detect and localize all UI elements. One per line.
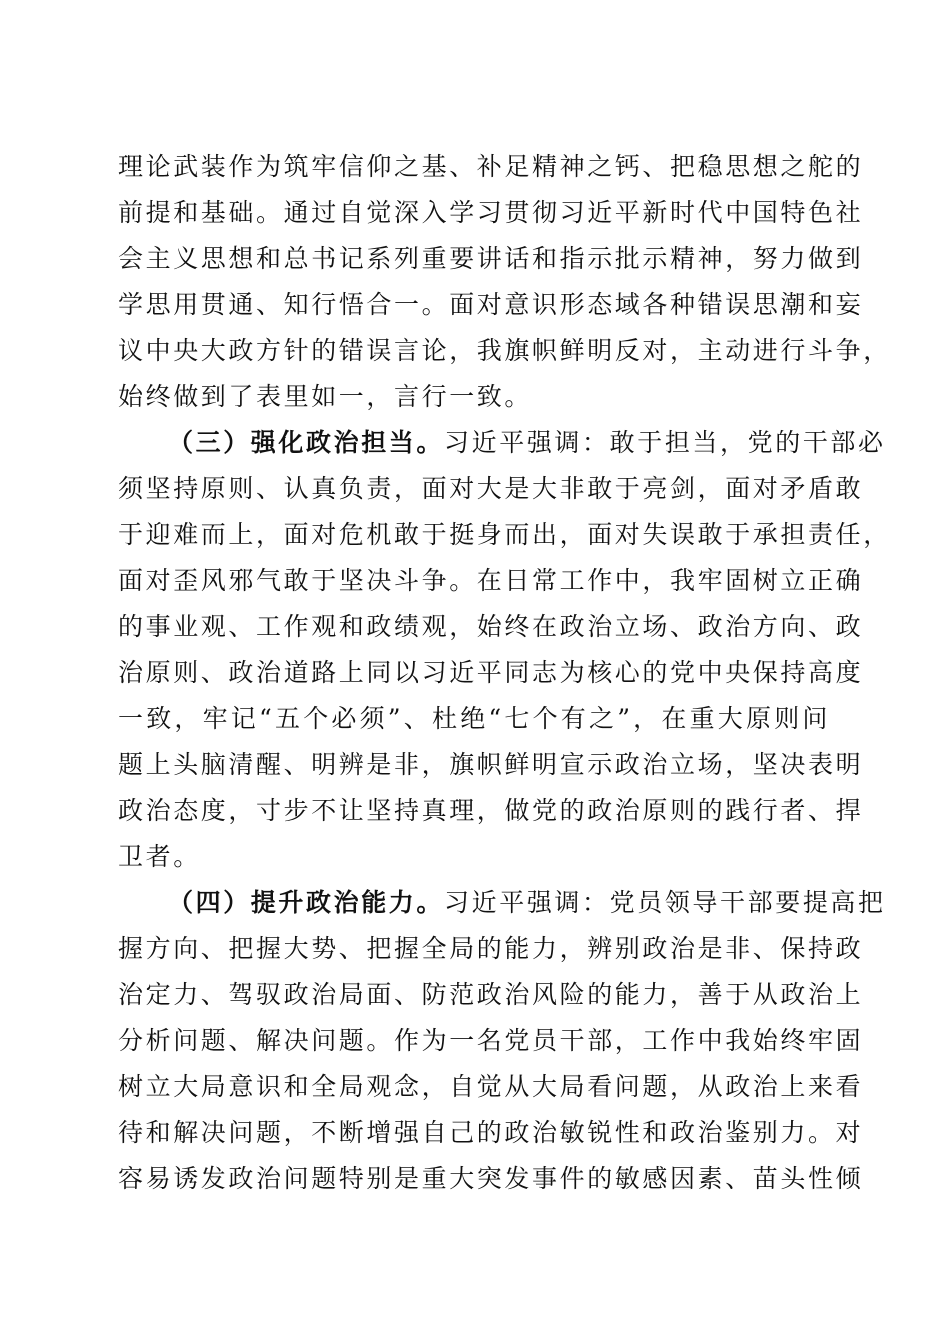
text-line: 政治态度，寸步不让坚持真理，做党的政治原则的践行者、捍 — [118, 796, 864, 825]
text-line: 题上头脑清醒、明辨是非，旗帜鲜明宣示政治立场，坚决表明 — [118, 750, 864, 779]
text-line: 理论武装作为筑牢信仰之基、补足精神之钙、把稳思想之舵的 — [118, 152, 864, 181]
text-line: 须坚持原则、认真负责，面对大是大非敢于亮剑，面对矛盾敢 — [118, 474, 864, 503]
text-line: 面对歪风邪气敢于坚决斗争。在日常工作中，我牢固树立正确 — [118, 566, 864, 595]
section-heading: （三）强化政治担当。 — [168, 428, 445, 457]
section-first-line — [118, 420, 886, 466]
text-line: 的事业观、工作观和政绩观，始终在政治立场、政治方向、政 — [118, 612, 864, 641]
text-line: 始终做到了表里如一，言行一致。 — [118, 382, 533, 411]
text-line: 容易诱发政治问题特别是重大突发事件的敏感因素、苗头性倾 — [118, 1164, 864, 1193]
section-first-line-text: 习近平强调：党员领导干部要提高把 — [444, 888, 886, 917]
text-line: 会主义思想和总书记系列重要讲话和指示批示精神，努力做到 — [118, 244, 864, 273]
text-line: 前提和基础。通过自觉深入学习贯彻习近平新时代中国特色社 — [118, 198, 864, 227]
text-line: 分析问题、解决问题。作为一名党员干部，工作中我始终牢固 — [118, 1026, 864, 1055]
text-line: 一致，牢记“五个必须”、杜绝“七个有之”，在重大原则问 — [118, 704, 830, 733]
section-first-line — [118, 880, 886, 926]
document-body — [118, 144, 891, 1202]
text-line: 卫者。 — [118, 842, 201, 871]
text-line: 治定力、驾驭政治局面、防范政治风险的能力，善于从政治上 — [118, 980, 864, 1009]
paragraph-continuation — [118, 144, 891, 420]
section-strengthen-political-responsibility — [118, 420, 891, 880]
text-line: 治原则、政治道路上同以习近平同志为核心的党中央保持高度 — [118, 658, 864, 687]
section-heading: （四）提升政治能力。 — [168, 888, 445, 917]
section-first-line-text: 习近平强调：敢于担当，党的干部必 — [444, 428, 886, 457]
text-line: 树立大局意识和全局观念，自觉从大局看问题，从政治上来看 — [118, 1072, 864, 1101]
text-line: 于迎难而上，面对危机敢于挺身而出，面对失误敢于承担责任， — [118, 520, 891, 549]
section-improve-political-ability — [118, 880, 886, 1202]
text-line: 待和解决问题，不断增强自己的政治敏锐性和政治鉴别力。对 — [118, 1118, 864, 1147]
text-line: 议中央大政方针的错误言论，我旗帜鲜明反对，主动进行斗争， — [118, 336, 891, 365]
text-line: 学思用贯通、知行悟合一。面对意识形态域各种错误思潮和妄 — [118, 290, 864, 319]
text-line: 握方向、把握大势、把握全局的能力，辨别政治是非、保持政 — [118, 934, 864, 963]
